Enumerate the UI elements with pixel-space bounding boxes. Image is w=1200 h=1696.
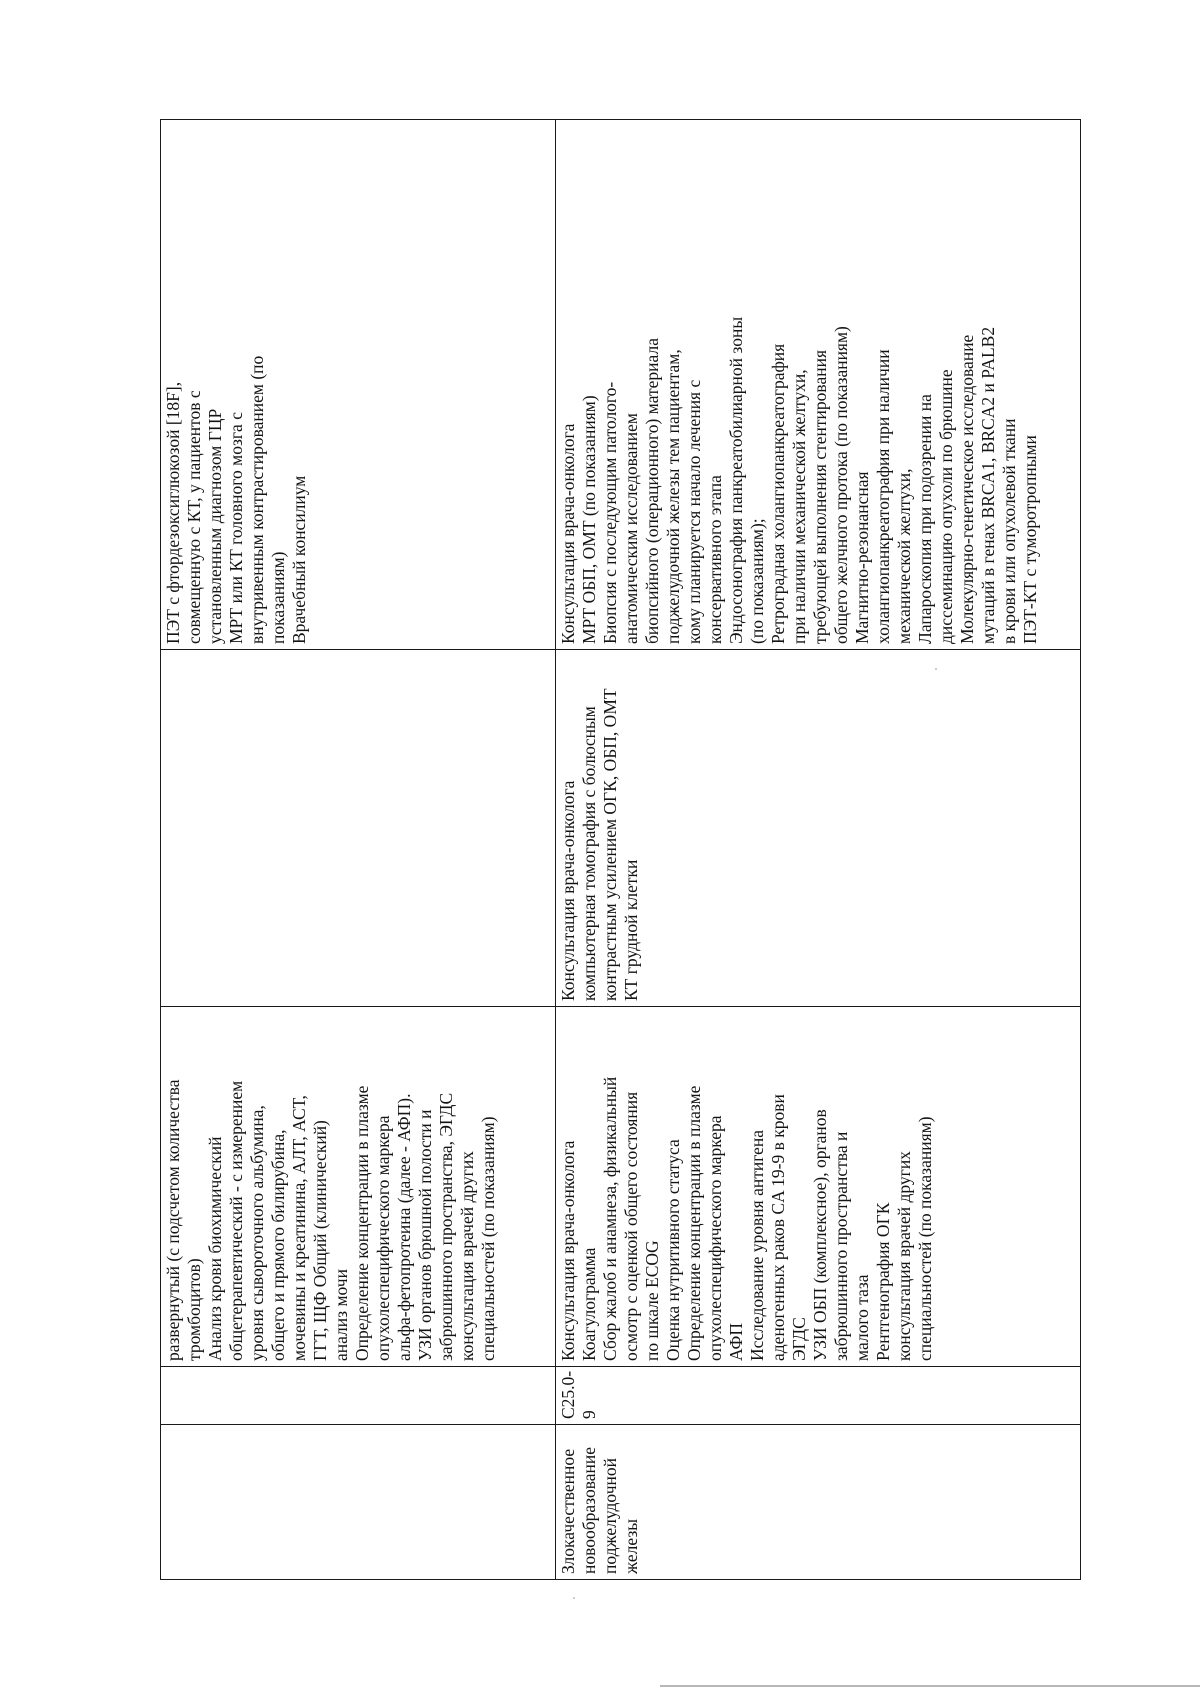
instrumental-line: Консультация врача-онколога bbox=[558, 780, 578, 1001]
diagnostics-line: Коагулограмма bbox=[579, 1247, 599, 1361]
diagnostics-line: Исследование уровня антигена bbox=[747, 1129, 767, 1361]
additional-line: Молекулярно-генетическое исследование bbox=[957, 334, 977, 644]
diagnostics-line: опухолеспецифического маркера bbox=[373, 1115, 393, 1361]
disease-line: новообразование bbox=[579, 1446, 599, 1574]
diagnostics-cell bbox=[556, 1007, 1081, 1367]
additional-line: консервативного этапа bbox=[705, 475, 725, 644]
additional-line: внутривенным контрастированием (по bbox=[247, 355, 267, 644]
additional-line: Эндосонография панкреатобилиарной зоны bbox=[726, 316, 746, 644]
additional-line: холангиопанкреатография при наличии bbox=[873, 349, 893, 644]
table-row bbox=[161, 120, 556, 1580]
diagnostics-line: Оценка нутритивного статуса bbox=[663, 1139, 683, 1361]
diagnostics-line: консультация врачей других bbox=[457, 1151, 477, 1361]
diagnostics-line: АФП bbox=[726, 1323, 746, 1361]
instrumental-cell bbox=[556, 650, 1081, 1007]
additional-line: в крови или опухолевой ткани bbox=[999, 418, 1019, 644]
additional-line: требующей выполнения стентирования bbox=[810, 350, 830, 644]
instrumental-line: контрастным усилением ОГК, ОБП, ОМТ bbox=[600, 688, 620, 1001]
rotated-page-content bbox=[160, 120, 1080, 1580]
diagnostics-line: общетерапевтический - с измерением bbox=[226, 1080, 246, 1361]
icd-code-cell bbox=[161, 1367, 556, 1425]
additional-line: МРТ ОБП, ОМТ (по показаниям) bbox=[579, 395, 599, 644]
table-row bbox=[556, 120, 1081, 1580]
clinical-guidelines-table bbox=[160, 119, 1081, 1580]
diagnostics-line: Анализ крови биохимический bbox=[205, 1136, 225, 1361]
additional-line: механической желтухи, bbox=[894, 468, 914, 644]
instrumental-line: КТ грудной клетки bbox=[621, 859, 641, 1001]
diagnostics-cell bbox=[161, 1007, 556, 1367]
additional-line: Врачебный консилиум bbox=[289, 475, 309, 644]
diagnostics-line: Определение концентрации в плазме bbox=[684, 1085, 704, 1361]
disease-line: поджелудочной bbox=[600, 1457, 620, 1574]
additional-line: общего желчного протока (по показаниям) bbox=[831, 326, 851, 644]
additional-line: Лапароскопия при подозрении на bbox=[915, 394, 935, 644]
diagnostics-line: УЗИ органов брюшной полости и bbox=[415, 1109, 435, 1361]
diagnostics-line: развернутый (с подсчетом количества bbox=[163, 1079, 183, 1361]
additional-line: диссеминацию опухоли по брюшине bbox=[936, 369, 956, 644]
diagnostics-line: альфа-фетопротеина (далее - АФП). bbox=[394, 1093, 414, 1361]
additional-line: Биопсия с последующим патолого- bbox=[600, 381, 620, 644]
additional-line: совмещенную с КТ, у пациентов с bbox=[184, 390, 204, 644]
diagnostics-line: УЗИ ОБП (комплексное), органов bbox=[810, 1109, 830, 1361]
additional-line: Ретроградная холангиопанкреатография bbox=[768, 343, 788, 644]
diagnostics-line: Рентгенография ОГК bbox=[873, 1202, 893, 1361]
diagnostics-line: специальностей (по показаниям) bbox=[915, 1116, 935, 1361]
scan-speck bbox=[573, 1597, 575, 1599]
scan-speck bbox=[935, 668, 937, 670]
additional-line: кому планируется начало лечения с bbox=[684, 379, 704, 644]
diagnostics-line: аденогенных раков CA 19-9 в крови bbox=[768, 1094, 788, 1361]
additional-cell bbox=[556, 120, 1081, 650]
additional-line: ПЭТ-КТ с туморотропными bbox=[1020, 435, 1040, 644]
instrumental-cell bbox=[161, 650, 556, 1007]
diagnostics-line: уровня сывороточного альбумина, bbox=[247, 1105, 267, 1361]
additional-line: МРТ или КТ головного мозга с bbox=[226, 412, 246, 644]
diagnostics-line: по шкале ECOG bbox=[642, 1240, 662, 1361]
additional-line: мутаций в генах BRCA1, BRCA2 и PALB2 bbox=[978, 326, 998, 644]
instrumental-line: компьютерная томография с болюсным bbox=[579, 706, 599, 1001]
disease-line: Злокачественное bbox=[558, 1448, 578, 1574]
additional-line: установленным диагнозом ГЦР bbox=[205, 408, 225, 644]
diagnostics-line: общего и прямого билирубина, bbox=[268, 1129, 288, 1361]
additional-line: биопсийного (операционного) материала bbox=[642, 338, 662, 644]
additional-line: (по показаниям); bbox=[747, 518, 767, 644]
diagnostics-line: консультация врачей других bbox=[894, 1151, 914, 1361]
disease-line: железы bbox=[621, 1518, 641, 1574]
disease-cell bbox=[556, 1425, 1081, 1580]
diagnostics-line: анализ мочи bbox=[331, 1269, 351, 1361]
diagnostics-line: ЭГДС bbox=[789, 1317, 809, 1361]
diagnostics-line: мочевины и креатинина, АЛТ, АСТ, bbox=[289, 1095, 309, 1361]
diagnostics-line: ГГТ, ЩФ Общий (клинический) bbox=[310, 1120, 330, 1361]
additional-line: при наличии механической желтухи, bbox=[789, 369, 809, 644]
additional-line: Магнитно-резонансная bbox=[852, 471, 872, 644]
additional-line: анатомическим исследованием bbox=[621, 412, 641, 644]
disease-cell bbox=[161, 1425, 556, 1580]
diagnostics-line: специальностей (по показаниям) bbox=[478, 1116, 498, 1361]
icd-code-cell bbox=[556, 1367, 1081, 1425]
icd-code: C25.0-9 bbox=[558, 1370, 599, 1419]
additional-line: поджелудочной железы тем пациентам, bbox=[663, 349, 683, 644]
additional-line: Консультация врача-онколога bbox=[558, 423, 578, 644]
diagnostics-line: малого таза bbox=[852, 1274, 872, 1361]
diagnostics-line: Определение концентрации в плазме bbox=[352, 1085, 372, 1361]
additional-line: показаниям) bbox=[268, 551, 288, 644]
additional-line: ПЭТ с фтордезоксиглюкозой [18F], bbox=[163, 381, 183, 644]
diagnostics-line: Консультация врача-онколога bbox=[558, 1140, 578, 1361]
diagnostics-line: забрюшинного пространства и bbox=[831, 1131, 851, 1361]
diagnostics-line: забрюшинного пространства, ЭГДС bbox=[436, 1092, 456, 1361]
additional-cell bbox=[161, 120, 556, 650]
scan-edge-line bbox=[660, 1685, 1200, 1687]
diagnostics-line: опухолеспецифического маркера bbox=[705, 1115, 725, 1361]
diagnostics-line: Сбор жалоб и анамнеза, физикальный bbox=[600, 1076, 620, 1361]
diagnostics-line: тромбоцитов) bbox=[184, 1258, 204, 1361]
diagnostics-line: осмотр с оценкой общего состояния bbox=[621, 1091, 641, 1361]
